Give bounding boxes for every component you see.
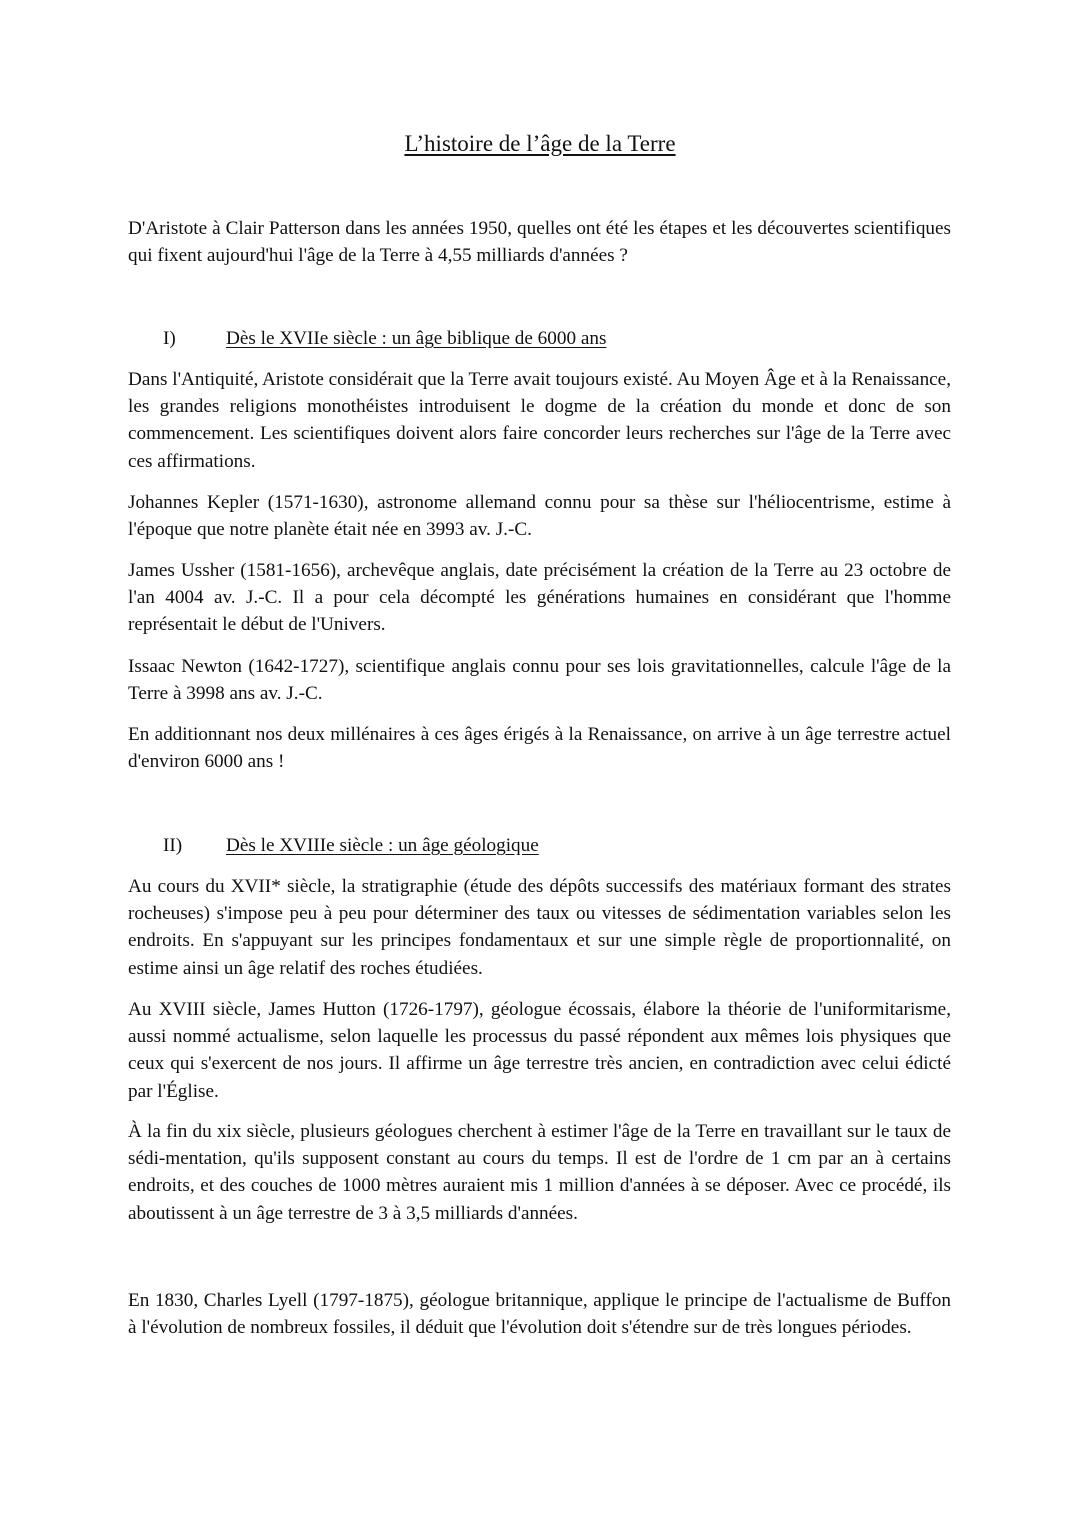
section-1-paragraph: En additionnant nos deux millénaires à ces âges érigés à la Renaissance, on arrive à un âge terrestre actuel d'environ 6000 ans ! [128, 724, 951, 773]
section-2-paragraph: En 1830, Charles Lyell (1797-1875), géologue britannique, applique le principe de l'actualisme de Buffon à l'évolution de nombreux fossiles, il déduit que l'évolution doit s'étendre sur de très longues périodes. [128, 1290, 951, 1339]
section-2-paragraph: Au cours du XVII* siècle, la stratigraphie (étude des dépôts successifs des matériaux formant des strates rocheuses) s'impose peu à peu pour déterminer des taux ou vitesses de sédimentation variables selon les endroits. En s'appuyant sur les principes fondamentaux et sur une simple règle de proportionnalité, on estime ainsi un âge relatif des roches étudiées. [128, 876, 951, 979]
section-1-paragraph: Johannes Kepler (1571-1630), astronome allemand connu pour sa thèse sur l'héliocentrisme, estime à l'époque que notre planète était née en 3993 av. J.-C. [128, 492, 951, 541]
page-title [0, 128, 1080, 160]
section-1-paragraph: James Ussher (1581-1656), archevêque anglais, date précisément la création de la Terre au 23 octobre de l'an 4004 av. J.-C. Il a pour cela décompté les générations humaines en considérant que l'homme représentait le début de l'Univers. [128, 560, 951, 636]
section-2-heading [163, 832, 539, 859]
section-2-number: II) [163, 835, 183, 856]
section-1-number: I) [163, 328, 176, 349]
section-2-paragraph: À la fin du xix siècle, plusieurs géologues cherchent à estimer l'âge de la Terre en travaillant sur le taux de sédi-mentation, qu'ils supposent constant au cours du temps. Il est de l'ordre de 1 cm par an à certains endroits, et des couches de 1000 mètres auraient mis 1 million d'années à se déposer. Avec ce procédé, ils aboutissent à un âge terrestre de 3 à 3,5 milliards d'années. [128, 1121, 951, 1224]
section-1-paragraph: Issaac Newton (1642-1727), scientifique anglais connu pour ses lois gravitationnelles, calcule l'âge de la Terre à 3998 ans av. J.-C. [128, 656, 951, 705]
section-2-title: Dès le XVIIIe siècle : un âge géologique [226, 835, 539, 856]
section-1-heading [163, 325, 606, 352]
section-1-paragraph: Dans l'Antiquité, Aristote considérait que la Terre avait toujours existé. Au Moyen Âge et à la Renaissance, les grandes religions monothéistes introduisent le dogme de la création du monde et donc de son commencement. Les scientifiques doivent alors faire concorder leurs recherches sur l'âge de la Terre avec ces affirmations. [128, 369, 951, 472]
section-2-paragraph: Au XVIII siècle, James Hutton (1726-1797), géologue écossais, élabore la théorie de l'uniformitarisme, aussi nommé actualisme, selon laquelle les processus du passé répondent aux mêmes lois physiques que ceux qui s'exercent de nos jours. Il affirme un âge terrestre très ancien, en contradiction avec celui édicté par l'Église. [128, 999, 951, 1102]
section-1-title: Dès le XVIIe siècle : un âge biblique de 6000 ans [226, 328, 607, 349]
page-title-text: L’histoire de l’âge de la Terre [404, 131, 676, 156]
intro-paragraph: D'Aristote à Clair Patterson dans les années 1950, quelles ont été les étapes et les découvertes scientifiques qui fixent aujourd'hui l'âge de la Terre à 4,55 milliards d'années ? [128, 218, 951, 267]
